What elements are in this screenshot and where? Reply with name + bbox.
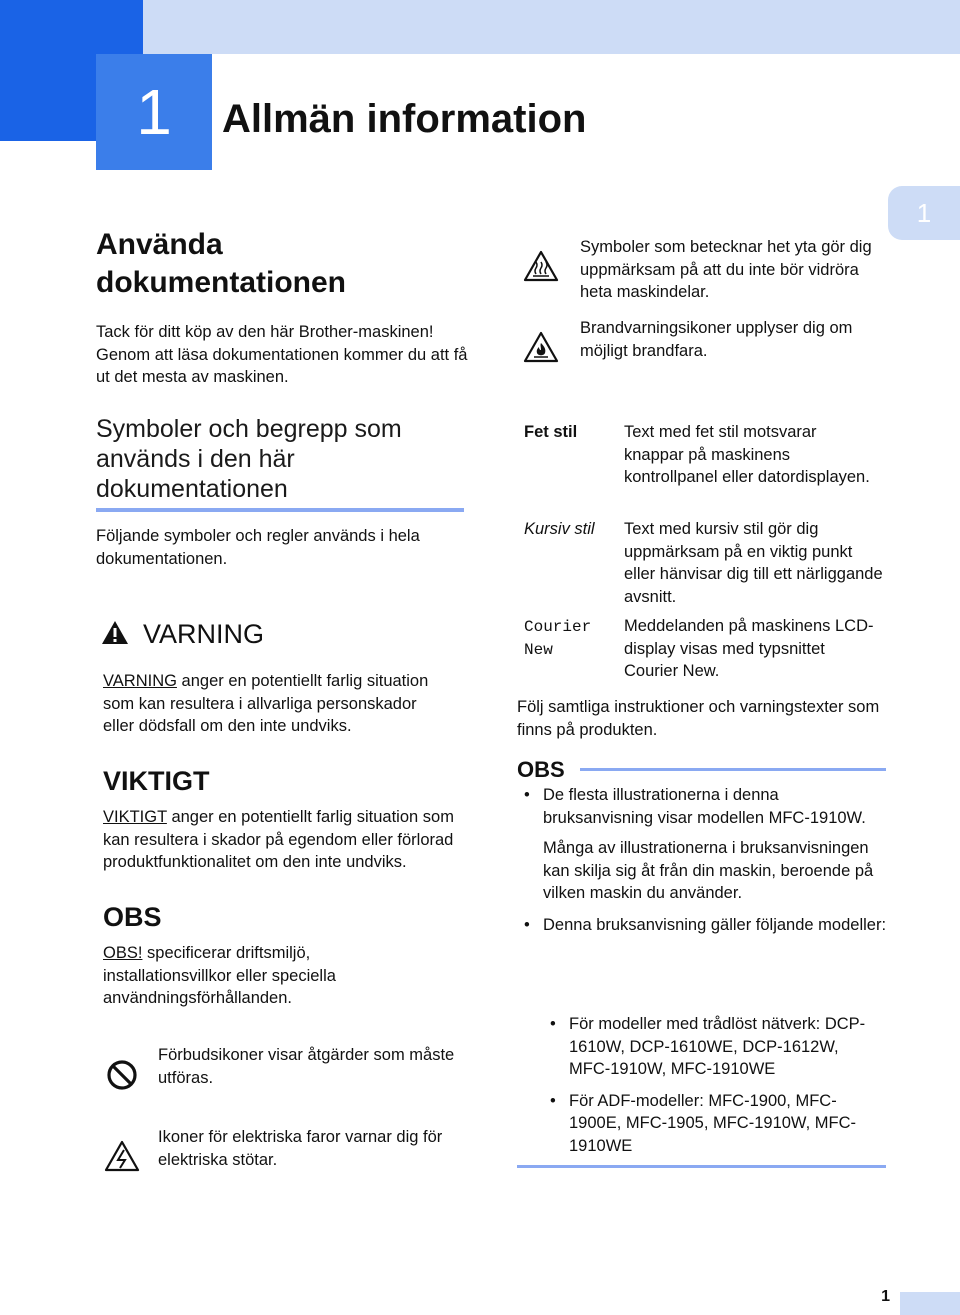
obs-sublist — [569, 1013, 884, 1157]
viktigt-text — [103, 806, 463, 874]
header-band-light — [143, 0, 960, 54]
obs-bullet-1-continuation — [543, 837, 888, 905]
desc-italic: Text med kursiv stil gör dig uppmärksam på en viktig punkt eller hänvisar dig till ett närliggande avsnitt. — [624, 520, 883, 606]
subsection-intro: Följande symboler och regler används i hela dokumentationen. — [96, 527, 420, 568]
varning-desc: anger en potentiellt farlig situation som kan resultera i allvarliga personskador eller dödsfall om den inte undviks. — [103, 672, 429, 735]
fire-hazard-text: Brandvarningsikoner upplyser dig om möjligt brandfara. — [580, 319, 853, 360]
obs-sub-bullet-1-text: För modeller med trådlöst nätverk: DCP-1610W, DCP-1610WE, DCP-1612W, MFC-1910W, MFC-1910WE — [569, 1015, 866, 1078]
viktigt-heading: VIKTIGT — [103, 766, 210, 796]
viktigt-lead: VIKTIGT — [103, 808, 167, 826]
subsection-rule — [96, 508, 464, 512]
follow-instructions-text: Följ samtliga instruktioner och varningstexter som finns på produkten. — [517, 698, 880, 739]
varning-heading: VARNING — [143, 619, 265, 649]
obs-sub-bullet-2-text: För ADF-modeller: MFC-1900, MFC-1900E, MFC-1905, MFC-1910W, MFC-1910WE — [569, 1091, 856, 1155]
term-bold: Fet stil — [524, 423, 578, 441]
page-number: 1 — [881, 1288, 890, 1305]
fire-hazard-icon — [523, 331, 559, 363]
obs-box-list — [543, 784, 888, 936]
obs-bullet-1 — [543, 784, 888, 829]
obs-box-bottom-rule — [517, 1165, 886, 1168]
obs-box-title: OBS — [517, 757, 565, 782]
hot-surface-icon — [523, 250, 559, 282]
section-title: Använda dokumentationen — [96, 228, 347, 299]
chapter-number: 1 — [96, 54, 212, 170]
obs-sub-bullet-1 — [569, 1013, 884, 1081]
desc-courier: Meddelanden på maskinens LCD-display visas med typsnittet Courier New. — [624, 617, 874, 680]
obs-bullet-2 — [543, 914, 888, 937]
footer-strip — [900, 1292, 960, 1315]
obs-heading: OBS — [103, 902, 162, 932]
obs-desc: specificerar driftsmiljö, installationsvillkor eller speciella användningsförhållanden. — [103, 944, 336, 1007]
electrical-hazard-text: Ikoner för elektriska faror varnar dig för elektriska stötar. — [158, 1128, 443, 1169]
viktigt-desc: anger en potentiellt farlig situation som kan resultera i skador på egendom eller förlorad produktfunktionalitet om den inte undviks. — [103, 808, 454, 871]
chapter-title: Allmän information — [222, 97, 587, 141]
chapter-side-tab: 1 — [888, 186, 960, 240]
term-courier: Courier New — [524, 618, 592, 659]
obs-bullet-1-cont-text: Många av illustrationerna i bruksanvisningen kan skilja sig åt från din maskin, beroende på vilken maskin du använder. — [543, 839, 874, 902]
prohibition-icon — [106, 1059, 138, 1091]
hot-surface-text: Symboler som betecknar het yta gör dig uppmärksam på att du inte bör vidröra heta maskindelar. — [580, 238, 872, 301]
obs-lead: OBS! — [103, 944, 143, 962]
obs-bullet-2-text: Denna bruksanvisning gäller följande modeller: — [543, 915, 887, 934]
obs-text — [103, 942, 443, 1010]
desc-bold: Text med fet stil motsvarar knappar på maskinens kontrollpanel eller datordisplayen. — [624, 423, 870, 486]
warning-icon — [101, 620, 129, 645]
obs-bullet-1-text: De flesta illustrationerna i denna bruksanvisning visar modellen MFC-1910W. — [543, 786, 866, 827]
obs-sub-bullet-2 — [569, 1090, 884, 1158]
subsection-title: Symboler och begrepp som används i den här dokumentationen — [96, 415, 402, 503]
obs-box-top-rule — [580, 768, 886, 771]
intro-paragraph: Tack för ditt köp av den här Brother-maskinen! Genom att läsa dokumentationen kommer du att få ut det mesta av maskinen. — [96, 323, 468, 386]
electrical-hazard-icon — [104, 1140, 140, 1172]
prohibition-text: Förbudsikoner visar åtgärder som måste utföras. — [158, 1046, 455, 1087]
varning-text — [103, 670, 443, 738]
term-italic: Kursiv stil — [524, 520, 595, 538]
varning-lead: VARNING — [103, 672, 177, 690]
